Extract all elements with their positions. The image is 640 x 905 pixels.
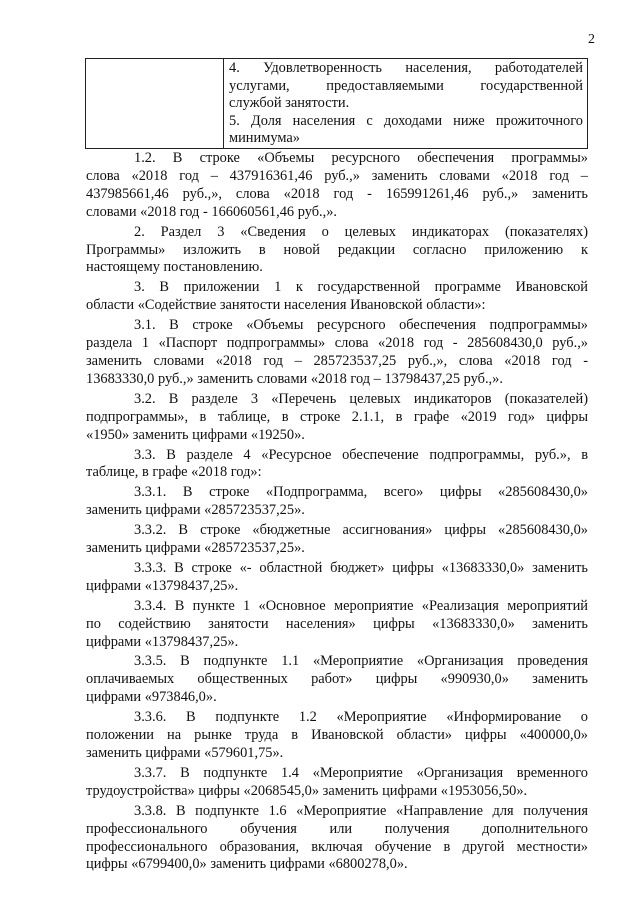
- table-line: 4. Удовлетворенность населения, работодателей: [229, 60, 583, 76]
- paragraph-line: цифрами «973846,0».: [86, 689, 217, 706]
- paragraph: [86, 447, 588, 483]
- paragraph-line: цифрами «13798437,25».: [86, 633, 239, 650]
- paragraph-line: 3.1. В строке «Объемы ресурсного обеспечения подпрограммы»: [134, 317, 588, 334]
- paragraph-line: оплачиваемых общественных работ» цифры «990930,0» заменить: [86, 671, 588, 688]
- paragraph-line: подпрограммы», в таблице, в строке 2.1.1, в графе «2019 год» цифры: [86, 408, 588, 425]
- paragraph-line: 437985661,46 руб.,», слова «2018 год - 165991261,46 руб.,» заменить: [86, 185, 588, 202]
- paragraph-line: 3.2. В разделе 3 «Перечень целевых индикаторов (показателей): [134, 390, 588, 407]
- paragraph-line: 3.3.1. В строке «Подпрограмма, всего» цифры «285608430,0»: [134, 484, 588, 501]
- paragraph-line: 3. В приложении 1 к государственной программе Ивановской: [134, 279, 588, 296]
- paragraph-line: таблице, в графе «2018 год»:: [86, 464, 262, 481]
- paragraph-line: 2. Раздел 3 «Сведения о целевых индикаторах (показателях): [134, 223, 588, 240]
- table-row: [86, 59, 588, 149]
- paragraph: [86, 317, 588, 389]
- paragraph-line: раздела 1 «Паспорт подпрограммы» слова «2018 год - 285608430,0 руб.,»: [86, 335, 588, 352]
- paragraph-line: области «Содействие занятости населения Ивановской области»:: [86, 297, 486, 314]
- indicator-table: [85, 58, 588, 149]
- table-empty-cell: [86, 59, 224, 149]
- paragraph-line: 3.3.3. В строке «- областной бюджет» цифры «13683330,0» заменить: [134, 559, 588, 576]
- paragraph-line: 3.3.2. В строке «бюджетные ассигнования» цифры «285608430,0»: [134, 522, 588, 539]
- paragraph-line: заменить словами «2018 год – 285723537,25 руб.,», слова «2018 год -: [86, 352, 588, 369]
- paragraph-line: цифрами «13798437,25».: [86, 577, 239, 594]
- paragraph: [86, 560, 588, 596]
- paragraph: [86, 765, 588, 801]
- paragraph-line: 3.3.4. В пункте 1 «Основное мероприятие «Реализация мероприятий: [134, 597, 588, 614]
- paragraph-line: 3.3.6. В подпункте 1.2 «Мероприятие «Информирование о: [134, 709, 588, 726]
- table-line: 5. Доля населения с доходами ниже прожиточного: [229, 112, 583, 129]
- table-line: услугами, предоставляемыми государственной: [229, 77, 583, 94]
- paragraph: [86, 709, 588, 763]
- table-line: минимума»: [229, 130, 300, 146]
- document-body: [86, 150, 588, 876]
- paragraph-line: 3.3. В разделе 4 «Ресурсное обеспечение подпрограммы, руб.», в: [134, 446, 588, 463]
- paragraph: [86, 484, 588, 520]
- paragraph-line: 3.3.8. В подпункте 1.6 «Мероприятие «Направление для получения: [134, 802, 588, 819]
- paragraph: [86, 803, 588, 875]
- paragraph: [86, 653, 588, 707]
- table-cell-indicator-4: [224, 59, 588, 149]
- paragraph-line: 1.2. В строке «Объемы ресурсного обеспечения программы»: [134, 150, 588, 166]
- paragraph: [86, 598, 588, 652]
- paragraph-line: по содействию занятости населения» цифры «13683330,0» заменить: [86, 615, 588, 632]
- paragraph-line: словами «2018 год - 166060561,46 руб.,».: [86, 203, 338, 220]
- paragraph-line: 3.3.7. В подпункте 1.4 «Мероприятие «Организация временного: [134, 764, 588, 781]
- page-number: 2: [588, 32, 595, 47]
- table-line: службой занятости.: [229, 95, 350, 111]
- paragraph-line: Программы» изложить в новой редакции согласно приложению к: [86, 241, 588, 258]
- paragraph: [86, 391, 588, 445]
- paragraph-line: цифры «6799400,0» заменить цифрами «6800278,0».: [86, 856, 408, 873]
- paragraph: [86, 279, 588, 315]
- paragraph-line: 13683330,0 руб.,» заменить словами «2018 год – 13798437,25 руб.,».: [86, 370, 503, 387]
- paragraph-line: положении на рынке труда в Ивановской области» цифры «400000,0»: [86, 727, 588, 744]
- paragraph: [86, 150, 588, 222]
- paragraph-line: трудоустройства» цифры «2068545,0» заменить цифрами «1953056,50».: [86, 782, 528, 799]
- paragraph: [86, 224, 588, 278]
- paragraph: [86, 522, 588, 558]
- paragraph-line: профессионального обучения или получения дополнительного: [86, 820, 588, 837]
- paragraph-line: заменить цифрами «285723537,25».: [86, 502, 305, 519]
- paragraph-line: профессионального образования, включая обучение в другой местности»: [86, 838, 588, 855]
- paragraph-line: слова «2018 год – 437916361,46 руб.,» заменить словами «2018 год –: [86, 167, 588, 184]
- paragraph-line: заменить цифрами «579601,75».: [86, 745, 284, 761]
- paragraph-line: 3.3.5. В подпункте 1.1 «Мероприятие «Организация проведения: [134, 653, 588, 670]
- paragraph-line: «1950» заменить цифрами «19250».: [86, 426, 305, 443]
- paragraph-line: заменить цифрами «285723537,25».: [86, 540, 305, 557]
- paragraph-line: настоящему постановлению.: [86, 259, 263, 276]
